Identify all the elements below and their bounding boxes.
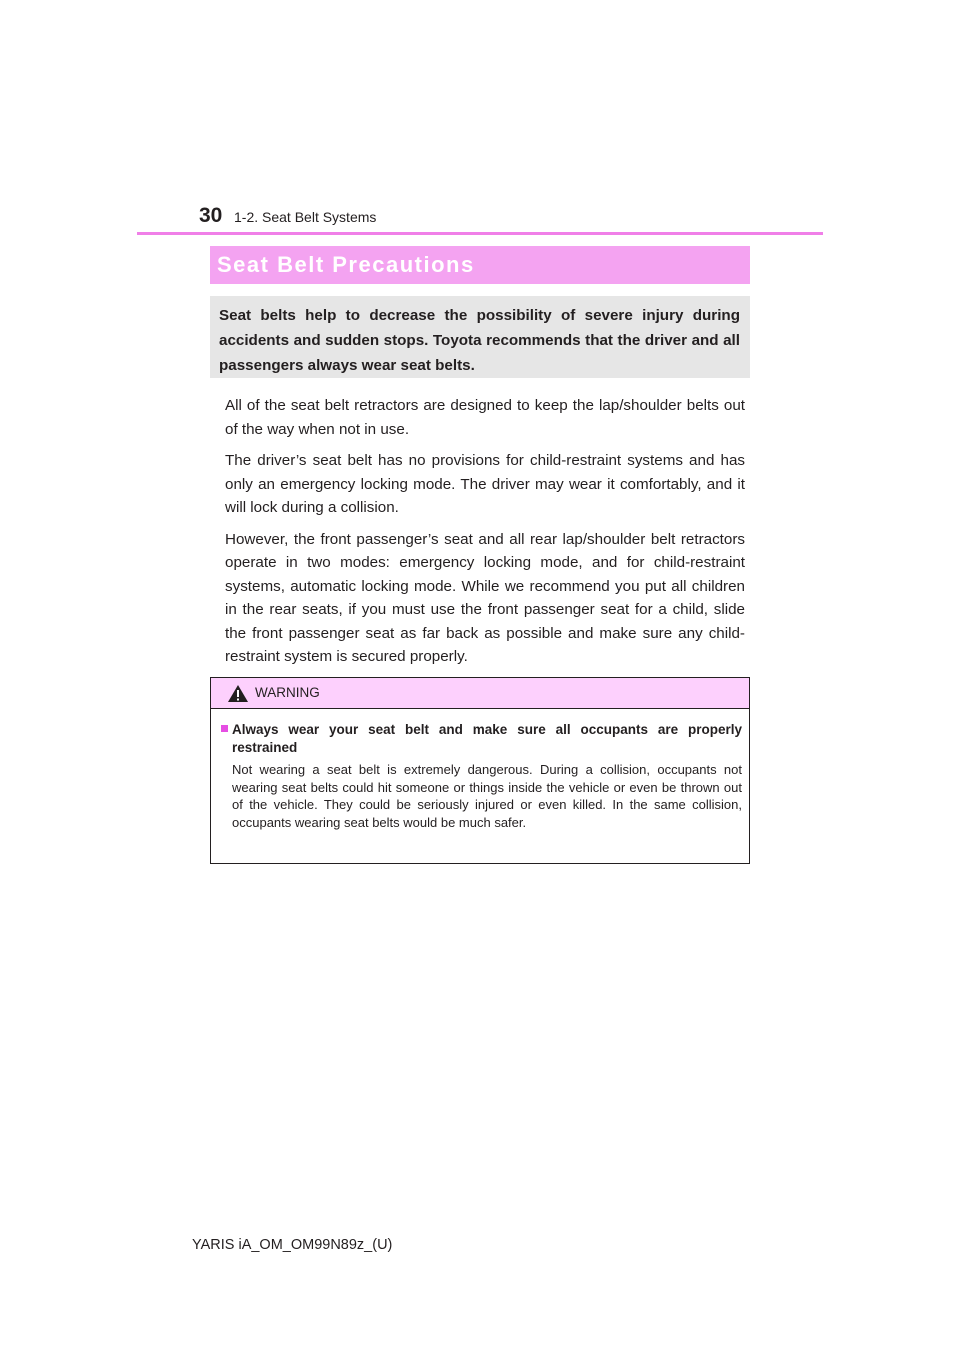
intro-summary: Seat belts help to decrease the possibility of severe injury during accidents and sudden stops. Toyota recommends that the driver and all passengers always wear seat belts. — [210, 296, 750, 378]
paragraph-passenger-belts: However, the front passenger’s seat and all rear lap/shoulder belt retractors operate in two modes: emergency locking mode, and for child-restraint systems, automatic locking mode. While we recommend you put all children in the rear seats, if you must use the front passenger seat for a child, slide the front passenger seat as far back as possible and make sure any child-restraint system is secured properly. — [225, 530, 745, 665]
square-bullet-icon — [221, 725, 228, 732]
warning-item-title — [221, 721, 742, 757]
footer-model-code: YARIS iA_OM_OM99N89z_(U) — [192, 1237, 393, 1253]
section-label: 1-2. Seat Belt Systems — [234, 209, 377, 225]
paragraph-driver-belt: The driver’s seat belt has no provisions for child-restraint systems and has only an emergency locking mode. The driver may wear it comfortably, and it will lock during a collision. — [225, 452, 745, 516]
warning-label: WARNING — [255, 685, 320, 700]
page-title: Seat Belt Precautions — [210, 246, 750, 284]
warning-item-title-text: Always wear your seat belt and make sure all occupants are properly restrained — [232, 722, 742, 755]
warning-item-text: Not wearing a seat belt is extremely dangerous. During a collision, occupants not wearing seat belts could hit someone or things inside the vehicle or even be thrown out of the vehicle. They could be seriously injured or even killed. In the same collision, occupants wearing seat belts would be much safer. — [232, 762, 742, 830]
warning-box — [210, 677, 750, 864]
body-text — [225, 394, 745, 677]
warning-header — [211, 678, 749, 709]
paragraph-retractors: All of the seat belt retractors are designed to keep the lap/shoulder belts out of the way when not in use. — [225, 397, 745, 438]
warning-triangle-icon — [227, 684, 249, 703]
page-number: 30 — [199, 204, 223, 227]
header-divider — [137, 232, 823, 235]
warning-body — [211, 709, 749, 831]
